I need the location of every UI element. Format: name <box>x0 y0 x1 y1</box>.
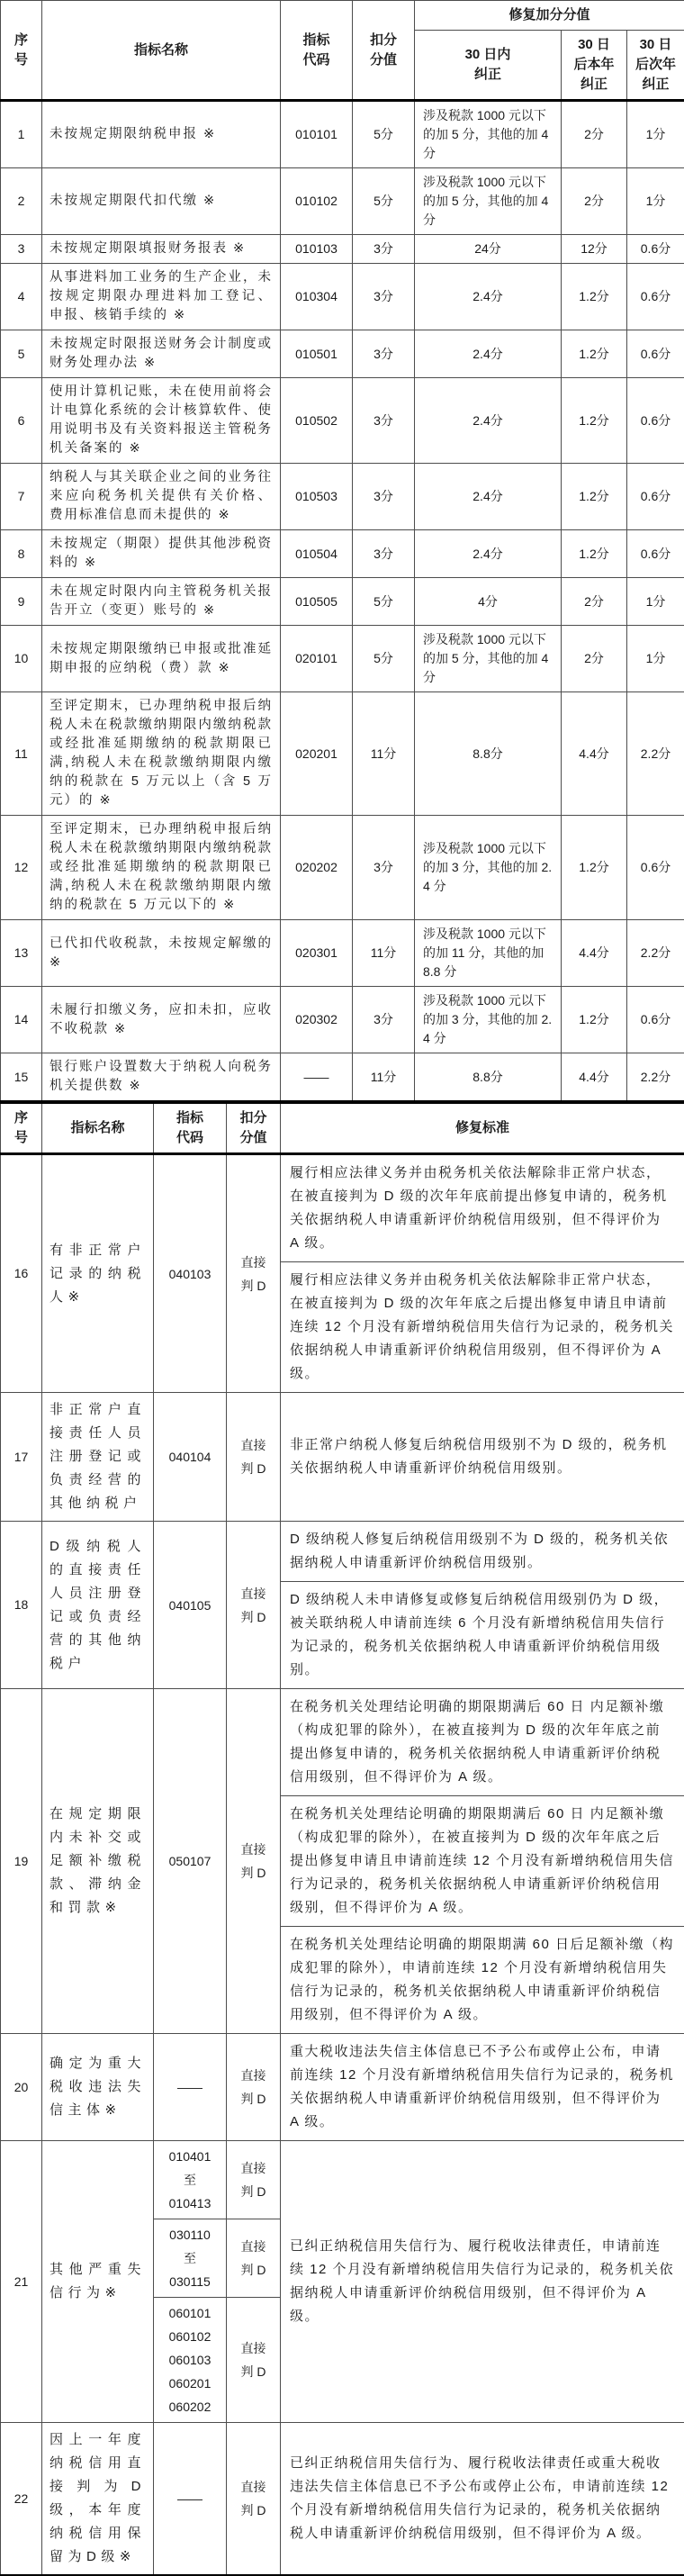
row-no: 7 <box>1 464 42 530</box>
repair-same-year: 1.2分 <box>562 987 627 1053</box>
header-repair-standard <box>281 1103 684 1154</box>
header-within-30-label: 30 日内纠正 <box>460 45 517 85</box>
deduct-value <box>227 1522 281 1689</box>
repair-next-year: 0.6分 <box>627 816 684 920</box>
header-repair-group-label: 修复加分分值 <box>508 7 590 23</box>
deduct-value: 3分 <box>353 330 415 378</box>
repair-same-year: 2分 <box>562 101 627 168</box>
table-row <box>1 378 684 464</box>
repair-next-year: 1分 <box>627 578 684 626</box>
repair-next-year: 2.2分 <box>627 692 684 816</box>
repair-next-year: 0.6分 <box>627 330 684 378</box>
deduct-value: 5分 <box>353 168 415 235</box>
table-row <box>1 330 684 378</box>
header-repair-group <box>415 1 684 31</box>
deduct-value-label: 直接判 D <box>238 1251 269 1297</box>
table-row <box>1 1393 684 1522</box>
table-row <box>1 1154 684 1262</box>
indicator-code <box>154 2141 227 2219</box>
repair-standard: 在税务机关处理结论明确的期限期满后 60 日 内足额补缴（构成犯罪的除外），在被直接判为 D 级的次年年底之前提出修复申请的，税务机关依据纳税人申请重新评价纳税信用级别，但不得评价为 A 级。 <box>281 1689 684 1796</box>
deduct-value <box>227 2141 281 2219</box>
table-row <box>1 692 684 816</box>
repair-same-year: 1.2分 <box>562 378 627 464</box>
repair-same-year: 2分 <box>562 168 627 235</box>
header-indicator-name <box>42 1103 154 1154</box>
indicator-code-line: 060103 <box>158 2348 221 2372</box>
header-after-30-next-year <box>627 31 684 101</box>
row-no: 6 <box>1 378 42 464</box>
indicator-name: D级纳税人的直接责任人员注册登记或负责经营的其他纳税户 <box>42 1522 154 1689</box>
row-no: 11 <box>1 692 42 816</box>
repair-next-year: 1分 <box>627 168 684 235</box>
deduct-value: 3分 <box>353 530 415 578</box>
indicator-code: 010504 <box>281 530 353 578</box>
row-no: 4 <box>1 264 42 330</box>
deduct-value: 3分 <box>353 987 415 1053</box>
indicator-name: 银行账户设置数大于纳税人向税务机关提供数 ※ <box>42 1053 281 1102</box>
row-no: 21 <box>1 2141 42 2423</box>
row-no: 17 <box>1 1393 42 1522</box>
repair-within-30: 2.4分 <box>415 530 562 578</box>
repair-next-year: 0.6分 <box>627 264 684 330</box>
deduct-value: 3分 <box>353 816 415 920</box>
indicator-code-line: 060102 <box>158 2325 221 2348</box>
repair-within-30: 涉及税款 1000 元以下的加 3 分，其他的加 2.4 分 <box>415 987 562 1053</box>
table-row <box>1 2034 684 2141</box>
indicator-code: 020202 <box>281 816 353 920</box>
indicator-name: 其他严重失信行为※ <box>42 2141 154 2423</box>
deduct-value: 5分 <box>353 626 415 692</box>
row-no: 19 <box>1 1689 42 2034</box>
repair-within-30: 2.4分 <box>415 330 562 378</box>
indicator-name: 未按规定时限报送财务会计制度或财务处理办法 ※ <box>42 330 281 378</box>
repair-standard: D 级纳税人未申请修复或修复后纳税信用级别仍为 D 级，被关联纳税人申请前连续 6 个月没有新增纳税信用失信行为记录的，税务机关依据纳税人申请重新评价纳税信用级别。 <box>281 1582 684 1689</box>
repair-within-30: 24分 <box>415 235 562 264</box>
indicator-name: 有非正常户记录的纳税人※ <box>42 1154 154 1393</box>
row-no: 9 <box>1 578 42 626</box>
repair-same-year: 1.2分 <box>562 464 627 530</box>
deduct-value-label: 直接判 D <box>238 2336 269 2383</box>
repair-same-year: 12分 <box>562 235 627 264</box>
table-row <box>1 168 684 235</box>
header-no-label: 序号 <box>14 1108 30 1148</box>
deduct-value: 11分 <box>353 920 415 987</box>
indicator-code: 020301 <box>281 920 353 987</box>
indicator-name: 未在规定时限内向主管税务机关报告开立（变更）账号的 ※ <box>42 578 281 626</box>
header-indicator-code <box>281 1 353 101</box>
indicator-code-line: 060201 <box>158 2372 221 2395</box>
indicator-code: —— <box>281 1053 353 1102</box>
table-row <box>1 1522 684 1582</box>
deduct-value-label: 直接判 D <box>238 2156 269 2203</box>
row-no: 18 <box>1 1522 42 1689</box>
deduct-value: 11分 <box>353 1053 415 1102</box>
header-deduct-value <box>353 1 415 101</box>
indicator-code-line: 030115 <box>158 2270 221 2293</box>
indicator-code-line: 至 <box>158 2246 221 2270</box>
row-no: 15 <box>1 1053 42 1102</box>
repair-standard: 已纠正纳税信用失信行为、履行税收法律责任，申请前连续 12 个月没有新增纳税信用失信行为记录的，税务机关依据纳税人申请重新评价纳税信用级别，但不得评价为 A 级。 <box>281 2141 684 2423</box>
repair-next-year: 0.6分 <box>627 530 684 578</box>
deduct-value: 3分 <box>353 378 415 464</box>
indicator-code: 020302 <box>281 987 353 1053</box>
repair-same-year: 1.2分 <box>562 816 627 920</box>
repair-within-30: 2.4分 <box>415 464 562 530</box>
deduct-value <box>227 2423 281 2576</box>
indicator-code: 010102 <box>281 168 353 235</box>
indicator-code-line: 010413 <box>158 2192 221 2215</box>
header-indicator-name-label: 指标名称 <box>134 42 188 58</box>
row-no: 2 <box>1 168 42 235</box>
header-indicator-name <box>42 1 281 101</box>
row-no: 1 <box>1 101 42 168</box>
deduct-value: 3分 <box>353 235 415 264</box>
header-after-30-next-year-label: 30 日后次年纠正 <box>635 35 676 95</box>
indicator-code <box>154 2298 227 2423</box>
repair-next-year: 0.6分 <box>627 378 684 464</box>
indicator-code: 020101 <box>281 626 353 692</box>
deduct-value-label: 直接判 D <box>238 2235 269 2282</box>
repair-same-year: 2分 <box>562 626 627 692</box>
indicator-code-line: 至 <box>158 2168 221 2192</box>
deduct-value <box>227 1689 281 2034</box>
table-row <box>1 1103 684 1154</box>
repair-standard: 在税务机关处理结论明确的期限期满后 60 日 内足额补缴（构成犯罪的除外），在被直接判为 D 级的次年年底之后提出修复申请且申请前连续 12 个月没有新增纳税信用失信行为记录的，税务机关依据纳税人申请重新评价纳税信用级别，但不得评价为 A 级。 <box>281 1796 684 1927</box>
table-row <box>1 626 684 692</box>
table-row <box>1 1 684 31</box>
repair-next-year: 1分 <box>627 626 684 692</box>
indicator-name: 未按规定期限填报财务报表 ※ <box>42 235 281 264</box>
table-row <box>1 235 684 264</box>
indicator-name: 未按规定期限代扣代缴 ※ <box>42 168 281 235</box>
repair-standard: 履行相应法律义务并由税务机关依法解除非正常户状态，在被直接判为 D 级的次年年底之后提出修复申请且申请前连续 12 个月没有新增纳税信用失信行为记录的，税务机关依据纳税人申请重新评价纳税信用级别，但不得评价为 A 级。 <box>281 1262 684 1393</box>
repair-next-year: 2.2分 <box>627 1053 684 1102</box>
indicator-code: 010501 <box>281 330 353 378</box>
repair-within-30: 涉及税款 1000 元以下的加 3 分，其他的加 2.4 分 <box>415 816 562 920</box>
deduct-value: 3分 <box>353 264 415 330</box>
repair-within-30: 涉及税款 1000 元以下的加 11 分，其他的加 8.8 分 <box>415 920 562 987</box>
table-row <box>1 578 684 626</box>
deduct-value-label: 直接判 D <box>238 2064 269 2111</box>
row-no: 14 <box>1 987 42 1053</box>
indicator-name: 未履行扣缴义务，应扣未扣，应收不收税款 ※ <box>42 987 281 1053</box>
repair-same-year: 4.4分 <box>562 1053 627 1102</box>
indicator-code: 050107 <box>154 1689 227 2034</box>
indicator-code: 010503 <box>281 464 353 530</box>
header-repair-standard-label: 修复标准 <box>455 1120 509 1135</box>
deduct-value-label: 直接判 D <box>238 1433 269 1480</box>
repair-standard: 履行相应法律义务并由税务机关依法解除非正常户状态，在被直接判为 D 级的次年年底前提出修复申请的，税务机关依据纳税人申请重新评价纳税信用级别，但不得评价为 A 级。 <box>281 1154 684 1262</box>
deduct-value: 5分 <box>353 101 415 168</box>
indicator-code-line: 060101 <box>158 2301 221 2325</box>
table-row <box>1 101 684 168</box>
table1-header <box>1 1 684 101</box>
header-after-30-same-year-label: 30 日后本年纠正 <box>574 35 615 95</box>
header-after-30-same-year <box>562 31 627 101</box>
repair-same-year: 1.2分 <box>562 330 627 378</box>
indicator-name: 未按规定（期限）提供其他涉税资料的 ※ <box>42 530 281 578</box>
repair-standard: 在税务机关处理结论明确的期限期满 60 日后足额补缴（构成犯罪的除外），申请前连续 12 个月没有新增纳税信用失信行为记录的，税务机关依据纳税人申请重新评价纳税信用级别，但不得评价为 A 级。 <box>281 1927 684 2034</box>
indicator-code: 040105 <box>154 1522 227 1689</box>
repair-within-30: 2.4分 <box>415 264 562 330</box>
table-row <box>1 2423 684 2576</box>
table-row <box>1 1053 684 1102</box>
indicator-code: —— <box>154 2423 227 2576</box>
indicator-code: 040104 <box>154 1393 227 1522</box>
table2-header <box>1 1103 684 1154</box>
header-indicator-code-label: 指标代码 <box>174 1108 206 1148</box>
table-row <box>1 920 684 987</box>
header-deduct-value-label: 扣分分值 <box>238 1108 270 1148</box>
indicator-code: 010103 <box>281 235 353 264</box>
indicator-code <box>154 2219 227 2298</box>
repair-same-year: 2分 <box>562 578 627 626</box>
row-no: 10 <box>1 626 42 692</box>
repair-within-30: 4分 <box>415 578 562 626</box>
repair-score-table <box>0 0 684 1102</box>
deduct-value <box>227 1154 281 1393</box>
repair-next-year: 0.6分 <box>627 464 684 530</box>
indicator-name: 未按规定期限缴纳已申报或批准延期申报的应纳税（费）款 ※ <box>42 626 281 692</box>
header-no <box>1 1 42 101</box>
deduct-value <box>227 1393 281 1522</box>
repair-same-year: 4.4分 <box>562 692 627 816</box>
deduct-value-label: 直接判 D <box>238 1838 269 1885</box>
repair-standard: 已纠正纳税信用失信行为、履行税收法律责任或重大税收违法失信主体信息已不予公布或停止公布，申请前连续 12 个月没有新增纳税信用失信行为记录的，税务机关依据纳税人申请重新评价纳税信用级别，但不得评价为 A 级。 <box>281 2423 684 2576</box>
row-no: 13 <box>1 920 42 987</box>
repair-within-30: 涉及税款 1000 元以下的加 5 分，其他的加 4 分 <box>415 101 562 168</box>
indicator-name: 纳税人与其关联企业之间的业务往来应向税务机关提供有关价格、 费用标准信息而未提供的 ※ <box>42 464 281 530</box>
table-row <box>1 816 684 920</box>
indicator-code: 010505 <box>281 578 353 626</box>
deduct-value: 11分 <box>353 692 415 816</box>
repair-same-year: 4.4分 <box>562 920 627 987</box>
repair-standard: D 级纳税人修复后纳税信用级别不为 D 级的，税务机关依据纳税人申请重新评价纳税信用级别。 <box>281 1522 684 1582</box>
table-row <box>1 264 684 330</box>
indicator-name: 确定为重大税收违法失信主体※ <box>42 2034 154 2141</box>
header-no-label: 序号 <box>14 31 30 70</box>
deduct-value-label: 直接判 D <box>238 1582 269 1629</box>
repair-next-year: 1分 <box>627 101 684 168</box>
indicator-name: 非正常户直接责任人员注册登记或负责经营的其他纳税户 <box>42 1393 154 1522</box>
table-row <box>1 2141 684 2219</box>
indicator-code: 020201 <box>281 692 353 816</box>
row-no: 20 <box>1 2034 42 2141</box>
repair-within-30: 2.4分 <box>415 378 562 464</box>
repair-next-year: 0.6分 <box>627 987 684 1053</box>
header-deduct-value-label: 扣分分值 <box>367 31 400 70</box>
repair-within-30: 涉及税款 1000 元以下的加 5 分，其他的加 4 分 <box>415 626 562 692</box>
indicator-code-line: 010401 <box>158 2145 221 2168</box>
indicator-code-line: 060202 <box>158 2395 221 2418</box>
deduct-value <box>227 2298 281 2423</box>
indicator-code: —— <box>154 2034 227 2141</box>
row-no: 12 <box>1 816 42 920</box>
row-no: 5 <box>1 330 42 378</box>
indicator-name: 因上一年度纳税信用直接判为D级，本年度纳税信用保留为D级※ <box>42 2423 154 2576</box>
indicator-code: 010101 <box>281 101 353 168</box>
indicator-name: 使用计算机记账，未在使用前将会计电算化系统的会计核算软件、使用说明书及有关资料报送主管税务机关备案的 ※ <box>42 378 281 464</box>
indicator-code: 010502 <box>281 378 353 464</box>
indicator-code-line: 030110 <box>158 2223 221 2246</box>
table-row <box>1 464 684 530</box>
row-no: 8 <box>1 530 42 578</box>
header-deduct-value <box>227 1103 281 1154</box>
deduct-value <box>227 2219 281 2298</box>
repair-within-30: 8.8分 <box>415 692 562 816</box>
header-indicator-name-label: 指标名称 <box>70 1120 124 1135</box>
row-no: 3 <box>1 235 42 264</box>
indicator-name: 未按规定期限纳税申报 ※ <box>42 101 281 168</box>
header-no <box>1 1103 42 1154</box>
header-indicator-code-label: 指标代码 <box>301 31 333 70</box>
deduct-value: 5分 <box>353 578 415 626</box>
indicator-name: 从事进料加工业务的生产企业，未按规定期限办理进料加工登记、 申报、核销手续的 ※ <box>42 264 281 330</box>
table-row <box>1 987 684 1053</box>
indicator-name: 至评定期末，已办理纳税申报后纳税人未在税款缴纳期限内缴纳税款或经批准延期缴纳的税款期限已满,纳税人未在税款缴纳期限内缴纳的税款在 5 万元以上（含 5 万元）的 ※ <box>42 692 281 816</box>
row-no: 22 <box>1 2423 42 2576</box>
indicator-code: 040103 <box>154 1154 227 1393</box>
repair-next-year: 0.6分 <box>627 235 684 264</box>
repair-standard-table <box>0 1102 684 2576</box>
indicator-code: 010304 <box>281 264 353 330</box>
row-no: 16 <box>1 1154 42 1393</box>
repair-standard: 重大税收违法失信主体信息已不予公布或停止公布，申请前连续 12 个月没有新增纳税信用失信行为记录的，税务机关依据纳税人申请重新评价纳税信用级别，但不得评价为 A 级。 <box>281 2034 684 2141</box>
deduct-value <box>227 2034 281 2141</box>
deduct-value-label: 直接判 D <box>238 2475 269 2522</box>
deduct-value: 3分 <box>353 464 415 530</box>
indicator-name: 至评定期末，已办理纳税申报后纳税人未在税款缴纳期限内缴纳税款或经批准延期缴纳的税款期限已满,纳税人未在税款缴纳期限内缴纳的税款在 5 万元以下的 ※ <box>42 816 281 920</box>
table-row <box>1 530 684 578</box>
repair-same-year: 1.2分 <box>562 530 627 578</box>
repair-next-year: 2.2分 <box>627 920 684 987</box>
table-row <box>1 1689 684 1796</box>
repair-standard: 非正常户纳税人修复后纳税信用级别不为 D 级的，税务机关依据纳税人申请重新评价纳税信用级别。 <box>281 1393 684 1522</box>
indicator-name: 在规定期限内未补交或足额补缴税款、滞纳金和罚款※ <box>42 1689 154 2034</box>
repair-within-30: 涉及税款 1000 元以下的加 5 分，其他的加 4 分 <box>415 168 562 235</box>
repair-within-30: 8.8分 <box>415 1053 562 1102</box>
repair-same-year: 1.2分 <box>562 264 627 330</box>
header-within-30 <box>415 31 562 101</box>
header-indicator-code <box>154 1103 227 1154</box>
indicator-name: 已代扣代收税款，未按规定解缴的 ※ <box>42 920 281 987</box>
